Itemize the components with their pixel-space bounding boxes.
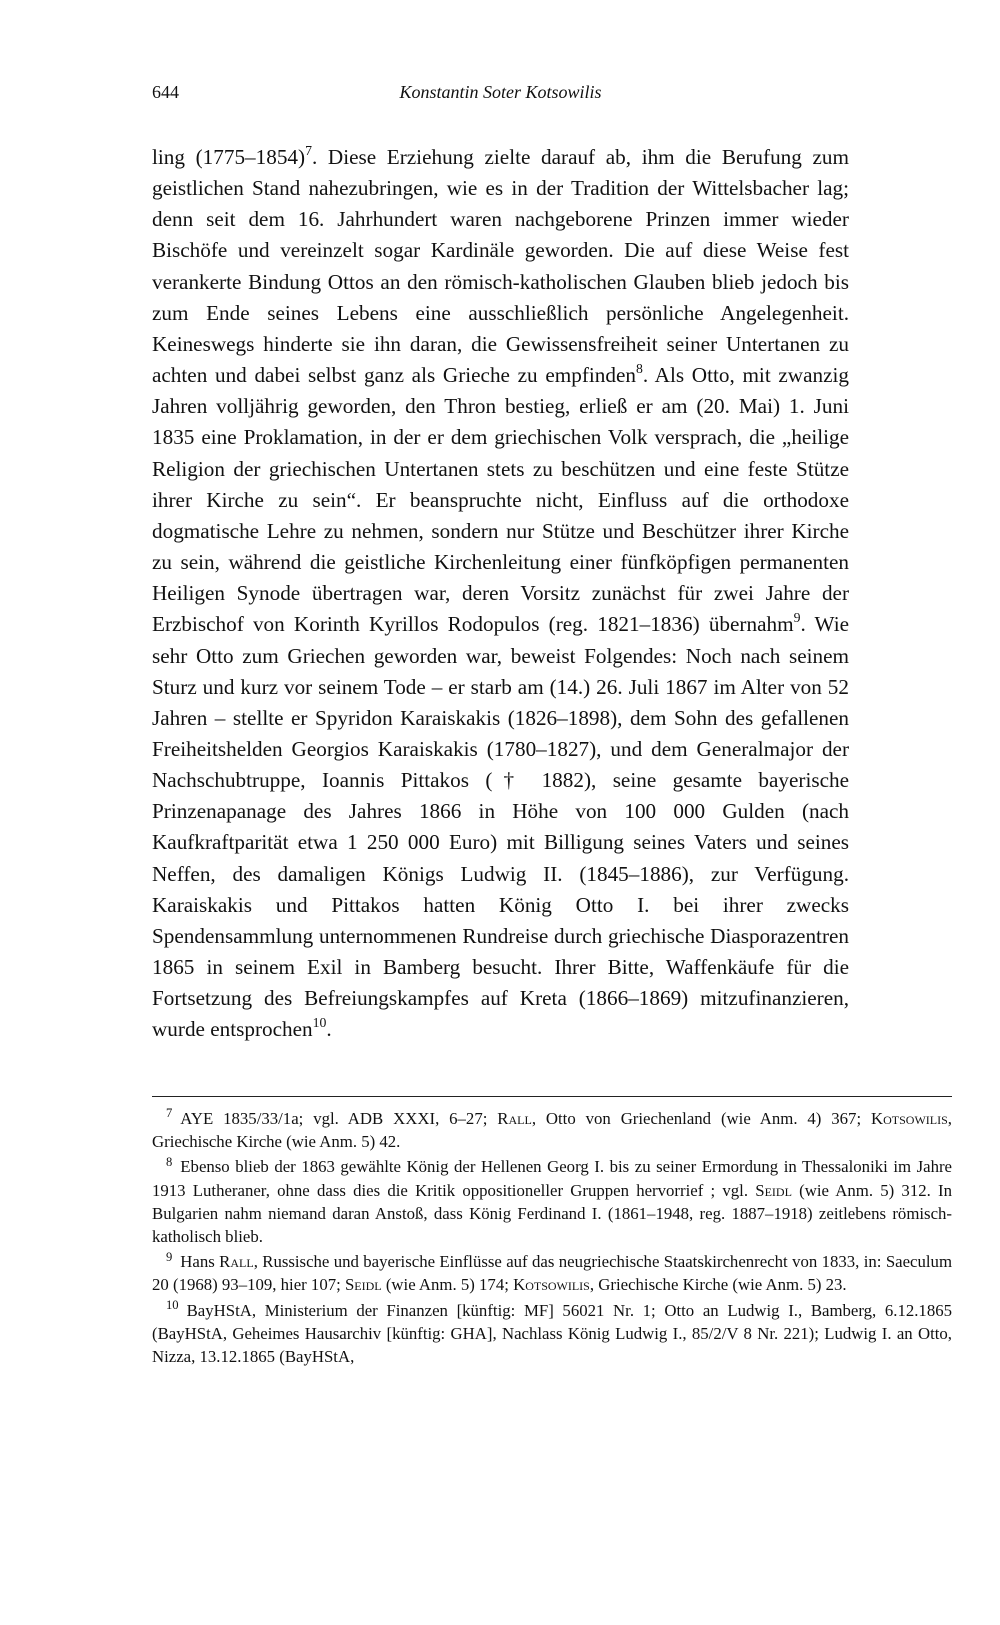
footnote-text: , Otto von Griechenland (wie Anm. 4) 367;	[531, 1109, 871, 1128]
footnote-ref-7[interactable]: 7	[305, 142, 312, 158]
footnote-number: 7	[166, 1106, 173, 1121]
author-name: Seidl	[755, 1180, 792, 1200]
body-text-segment: . Als Otto, mit zwanzig Jahren volljährig geworden, den Thron bestieg, erließ er am (20. Mai) 1. Juni 1835 eine Proklamation, in der er dem griechischen Volk versprach, die „heilige Religion der griechischen Untertanen stets zu beschützen und eine feste Stütze ihrer Kirche zu sein“. Er beanspruchte nicht, Einfluss auf die orthodoxe dogmatische Lehre zu nehmen, sondern nur Stütze und Beschützer ihrer Kirche zu sein, während die geistliche Kirchenleitung einer fünfköpfigen permanenten Heiligen Synode übertragen war, deren Vorsitz zunächst für zwei Jahre der Erzbischof von Korinth Kyrillos Rodopulos (reg. 1821–1836) übernahm	[152, 363, 849, 637]
footnote-10	[152, 1299, 952, 1369]
page-number: 644	[152, 82, 179, 102]
author-name: Rall	[497, 1109, 532, 1128]
footnote-text: (wie Anm. 5) 174;	[381, 1275, 514, 1295]
footnote-number: 10	[166, 1298, 179, 1313]
body-paragraph	[152, 142, 849, 1046]
footnote-text: , Griechische Kirche (wie Anm. 5) 42.	[152, 1109, 952, 1152]
footnote-7	[152, 1107, 952, 1153]
footnote-ref-9[interactable]: 9	[793, 609, 801, 625]
footnote-8	[152, 1155, 952, 1248]
body-text-segment: . Diese Erziehung zielte darauf ab, ihm die Berufung zum geistlichen Stand nahezubringen, wie es in der Tradition der Wittelsbacher lag; denn seit dem 16. Jahrhundert waren nachgeborene Prinzen immer wieder Bischöfe und vereinzelt sogar Kardinäle geworden. Die auf diese Weise fest verankerte Bindung Ottos an den römisch-katholischen Glauben blieb jedoch bis zum Ende seines Lebens eine ausschließlich persönliche Angelegenheit. Keineswegs hinderte sie ihn daran, die Gewissensfreiheit seiner Untertanen zu achten und dabei selbst ganz als Grieche zu empfinden	[152, 145, 849, 388]
footnote-text: BayHStA, Ministerium der Finanzen [künftig: MF] 56021 Nr. 1; Otto an Ludwig I., Bamberg, 6.12.1865 (BayHStA, Geheimes Hausarchiv [künftig: GHA], Nachlass König Ludwig I., 85/2/V 8 Nr. 221); Ludwig I. an Otto, Nizza, 13.12.1865 (BayHStA,	[152, 1300, 952, 1367]
running-head: Konstantin Soter Kotsowilis	[399, 82, 602, 102]
author-name: Rall	[219, 1252, 254, 1272]
body-text-segment: ling (1775–1854)	[152, 145, 306, 169]
body-text	[152, 142, 849, 1046]
footnote-ref-10[interactable]: 10	[312, 1014, 327, 1030]
author-name: Kotsowilis	[871, 1109, 948, 1128]
footnote-ref-8[interactable]: 8	[635, 360, 643, 376]
footnote-text: Ebenso blieb der 1863 gewählte König der Hellenen Georg I. bis zu seiner Ermordung in Thessaloniki im Jahre 1913 Lutheraner, ohne dass dies die Kritik oppositioneller Gruppen hervorrief ; vgl.	[152, 1157, 952, 1200]
author-name: Kotsowilis	[513, 1275, 590, 1295]
page-header	[152, 82, 849, 112]
footnote-9	[152, 1250, 952, 1296]
footnotes	[152, 1107, 952, 1370]
footnote-text: , Russische und bayerische Einflüsse auf das neugriechische Staatskirchenrecht von 1833, in: Saeculum 20 (1968) 93–109, hier 107;	[152, 1252, 952, 1295]
footnote-divider	[152, 1096, 952, 1097]
footnote-text: AYE 1835/33/1a; vgl. ADB XXXI, 6–27;	[180, 1109, 498, 1128]
footnote-text: , Griechische Kirche (wie Anm. 5) 23.	[589, 1275, 847, 1295]
footnote-text: (wie Anm. 5) 312. In Bulgarien nahm niemand daran Anstoß, dass König Ferdinand I. (1861–1948, reg. 1887–1918) zeitlebens römisch-katholisch blieb.	[152, 1180, 953, 1247]
author-name: Seidl	[344, 1275, 382, 1295]
footnote-number: 9	[166, 1249, 173, 1264]
footnote-number: 8	[166, 1154, 173, 1169]
footnote-text: Hans	[180, 1252, 220, 1272]
body-text-segment: . Wie sehr Otto zum Griechen geworden war, beweist Folgendes: Noch nach seinem Sturz und kurz vor seinem Tode – er starb am (14.) 26. Juli 1867 im Alter von 52 Jahren – stellte er Spyridon Karaiskakis (1826–1898), dem Sohn des gefallenen Freiheitshelden Georgios Karaiskakis (1780–1827), und dem Generalmajor der Nachschubtruppe, Ioannis Pittakos († 1882), seine gesamte bayerische Prinzenapanage des Jahres 1866 in Höhe von 100 000 Gulden (nach Kaufkraftparität etwa 1 250 000 Euro) mit Billigung seines Vaters und seines Neffen, des damaligen Königs Ludwig II. (1845–1886), zur Verfügung. Karaiskakis und Pittakos hatten König Otto I. bei ihrer zwecks Spendensammlung unternommenen Rundreise durch griechische Diasporazentren 1865 in seinem Exil in Bamberg besucht. Ihrer Bitte, Waffenkäufe für die Fortsetzung des Befreiungskampfes auf Kreta (1866–1869) mitzufinanzieren, wurde entsprochen	[152, 612, 849, 1042]
body-text-segment: .	[326, 1017, 332, 1042]
